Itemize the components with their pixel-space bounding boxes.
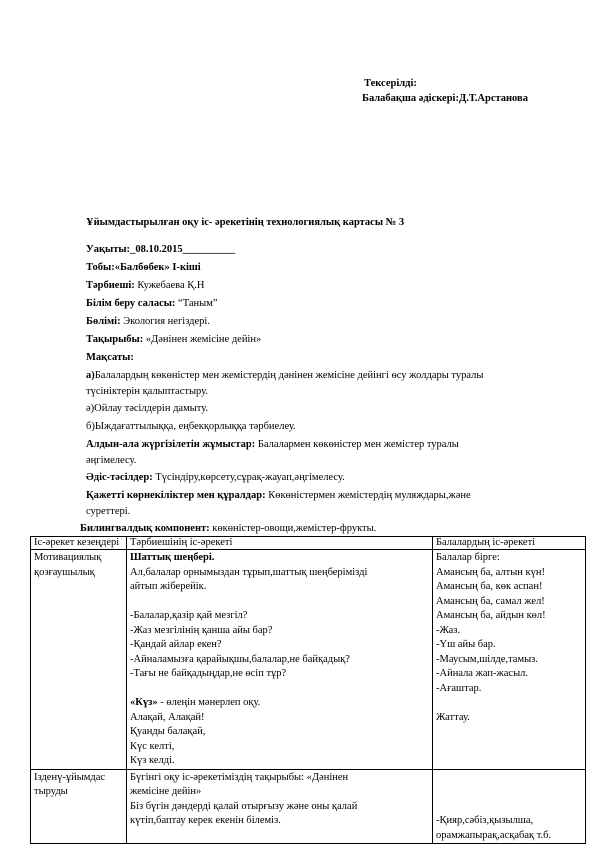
teacher-text: күтіп,баптау керек екенін білеміз. — [130, 815, 281, 826]
poem-instruction: - өлеңін мәнерлеп оқу. — [157, 697, 261, 708]
children-text: -Маусым,шілде,тамыз. — [436, 653, 538, 665]
approval-block — [362, 76, 528, 106]
table-row — [31, 550, 586, 770]
approval-checked-label: Тексерілді: — [364, 78, 417, 89]
area-value: “Таным” — [175, 298, 218, 309]
teacher-text: жемісіне дейін» — [130, 786, 202, 797]
teacher-label: Тәрбиеші: — [86, 280, 135, 291]
stage-text: Мотивациялық — [34, 552, 102, 563]
section-line — [86, 315, 210, 328]
column-header-stage: Іс-әрекет кезеңдері — [31, 537, 127, 550]
goal-a-prefix: а) — [86, 370, 95, 381]
group-value: «Балбөбек» I-кіші — [114, 262, 201, 273]
children-text — [436, 696, 582, 711]
table-header-row — [31, 537, 586, 550]
children-text: Амансың ба, самал жел! — [436, 595, 545, 607]
approval-director-line: Балабақша әдіскері:Д.Т.Арстанова — [362, 93, 528, 104]
date-label: Уақыты: — [86, 244, 131, 255]
teacher-text: -Балалар,қазір қай мезгіл? — [130, 610, 248, 621]
table-row — [31, 769, 586, 844]
teacher-text: -Жаз мезгілінің қанша айы бар? — [130, 624, 273, 636]
children-text — [436, 785, 582, 800]
children-text: Амансың ба, айдын көл! — [436, 610, 546, 621]
children-text: Амансың ба, алтын күн! — [436, 566, 545, 578]
children-text: -Жаз. — [436, 624, 461, 636]
visual-value: Көкөністермен жемістердің муляждары,және — [265, 490, 471, 501]
section-label: Бөлімі: — [86, 316, 121, 327]
stage-text: қозғаушылық — [34, 566, 95, 578]
bilingual-label: Билингвалдық компонент: — [80, 523, 210, 534]
children-text: Амансың ба, көк аспан! — [436, 581, 543, 592]
teacher-cell — [127, 769, 433, 844]
teacher-text: -Тағы не байқадыңдар,не өсіп тұр? — [130, 668, 287, 679]
teacher-text: -Айналамызға қарайықшы,балалар,не байқадық? — [130, 653, 350, 665]
poem-title: «Күз» — [130, 697, 158, 708]
methods-value: Түсіндіру,көрсету,сұрақ-жауап,әңгімелесу. — [152, 472, 345, 483]
methods-label: Әдіс-тәсілдер: — [86, 472, 153, 483]
date-line — [86, 243, 235, 256]
goal-a-continuation: түсініктерін қалыптастыру. — [86, 386, 208, 397]
stage-cell — [31, 769, 127, 844]
children-text — [436, 800, 582, 815]
teacher-line — [86, 279, 204, 292]
teacher-text: Бүгінгі оқу іс-әрекетіміздің тақырыбы: «Дәнінен — [130, 771, 349, 783]
teacher-text: Ал,балалар орнымыздан тұрып,шаттық шеңберімізді — [130, 566, 368, 578]
teacher-value: Кужебаева Қ.Н — [134, 280, 205, 291]
prelim-label: Алдын-ала жүргізілетін жұмыстар: — [86, 439, 256, 450]
teacher-text: Күз келді. — [130, 755, 175, 766]
teacher-text: Күс келті, — [130, 740, 175, 752]
visual-continuation: суреттері. — [86, 506, 131, 517]
document-title: Ұйымдастырылған оқу іс- әрекетінің технологиялық картасы № 3 — [86, 217, 405, 228]
children-text: орамжапырақ,асқабақ т.б. — [436, 829, 552, 841]
activity-table — [30, 536, 586, 844]
topic-label: Тақырыбы: — [86, 334, 144, 345]
children-text: Жаттау. — [436, 711, 470, 723]
area-label: Білім беру саласы: — [86, 298, 176, 309]
group-label: Тобы: — [86, 262, 115, 273]
prelim-line — [86, 438, 459, 451]
goal-c: б)Ыждағаттылыққа, еңбекқорлыққа тәрбиелеу. — [86, 421, 296, 432]
goal-a-text: Балалардың көкөністер мен жемістердің дәнінен жемісіне дейінгі өсу жолдары туралы — [94, 370, 484, 381]
topic-line — [86, 333, 261, 346]
children-text: -Айнала жап-жасыл. — [436, 668, 528, 679]
goal-a-line — [86, 369, 483, 382]
methods-line — [86, 471, 345, 484]
goal-b: ә)Ойлау тәсілдерін дамыту. — [86, 403, 209, 414]
prelim-continuation: әңгімелесу. — [86, 455, 137, 466]
children-text: Балалар бірге: — [436, 552, 500, 563]
teacher-text: -Қандай айлар екен? — [130, 639, 222, 650]
visual-label: Қажетті көрнекіліктер мен құралдар: — [86, 490, 266, 501]
column-header-children: Балалардың іс-әрекеті — [433, 537, 586, 550]
topic-value: «Дәнінен жемісіне дейін» — [143, 334, 262, 345]
teacher-text — [130, 595, 429, 610]
children-text: -Ағаштар. — [436, 682, 482, 694]
bilingual-line — [80, 522, 376, 535]
poem-title-line — [130, 696, 429, 711]
goals-label: Мақсаты: — [86, 352, 134, 363]
column-header-teacher: Тәрбиешінің іс-әрекеті — [127, 537, 433, 550]
teacher-text — [130, 682, 429, 697]
children-text: -Үш айы бар. — [436, 639, 496, 650]
teacher-text: Алақай, Алақай! — [130, 711, 205, 723]
stage-cell — [31, 550, 127, 770]
children-cell — [433, 769, 586, 844]
teacher-cell — [127, 550, 433, 770]
stage-text: тыруды — [34, 786, 68, 797]
date-value: _08.10.2015__________ — [130, 244, 236, 255]
visual-line — [86, 489, 471, 502]
teacher-text: Қуанды балақай, — [130, 726, 206, 737]
teacher-text: Шаттық шеңбері. — [130, 552, 215, 563]
group-line — [86, 261, 201, 274]
area-line — [86, 297, 218, 310]
bilingual-value: көкөністер-овощи,жемістер-фрукты. — [209, 523, 377, 534]
children-cell — [433, 550, 586, 770]
section-value: Экология негіздері. — [120, 316, 210, 327]
stage-text: Ізденү-ұйымдас — [34, 771, 106, 783]
prelim-value: Балалармен көкөністер мен жемістер туралы — [255, 439, 459, 450]
teacher-text: Біз бүгін дәндерді қалай отырғызу және оны қалай — [130, 800, 358, 812]
children-text — [436, 771, 582, 786]
teacher-text: айтып жіберейік. — [130, 581, 207, 592]
children-text: -Қияр,сәбіз,қызылша, — [436, 815, 534, 826]
